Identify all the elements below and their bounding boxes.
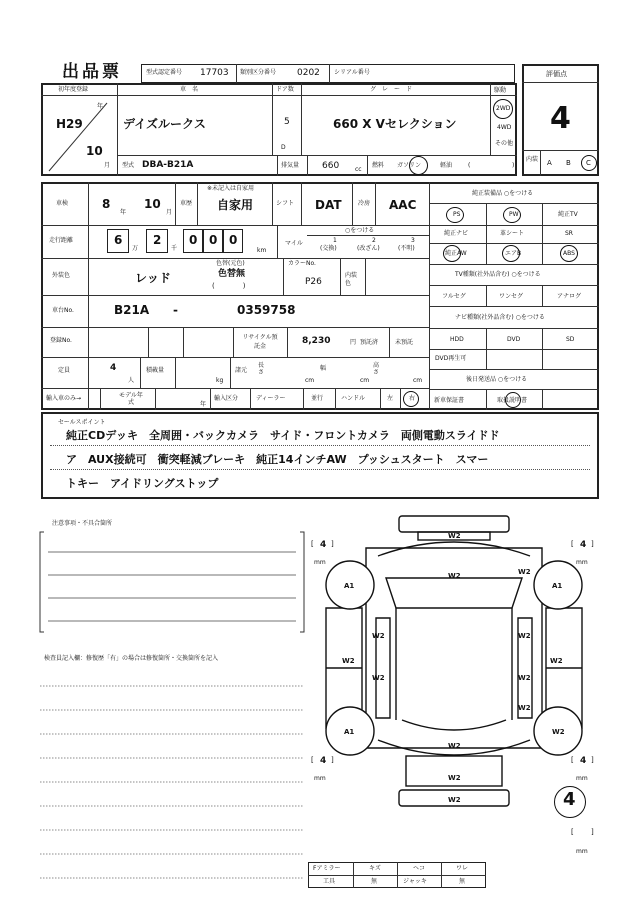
interior-color-label: 内装色 — [345, 272, 358, 287]
score-value: 4 — [550, 101, 571, 136]
equip-tv: 純正TV — [558, 211, 578, 218]
model-year-unit: 年 — [200, 401, 207, 408]
fuel-circle — [409, 156, 428, 175]
color-change-label: 色替(元色) — [216, 260, 245, 267]
mark-left-rear-door: W2 — [372, 674, 385, 682]
rr-tread: 4 — [580, 756, 587, 766]
score-circle-value: 4 — [563, 789, 576, 810]
ac-value: AAC — [389, 198, 417, 212]
model-value: DBA-B21A — [142, 160, 194, 170]
equip-abs-circle — [560, 245, 578, 262]
tv-oneseg: ワンセグ — [499, 293, 524, 300]
drive-2wd: 2WD — [496, 105, 511, 112]
color-label: 外装色 — [52, 272, 71, 279]
remarks-label: セールスポイント — [58, 419, 106, 426]
equip-aw-circle — [443, 245, 461, 262]
disp-value: 660 — [322, 161, 340, 171]
inspection-label: 車検 — [56, 200, 69, 207]
inspector-lines — [38, 670, 308, 895]
mark-back-door: W2 — [448, 774, 461, 782]
height-label: 高さ — [373, 362, 380, 376]
type-no: 17703 — [200, 68, 229, 78]
equip-ps: PS — [453, 211, 461, 218]
recycle-value: 8,230 — [302, 336, 331, 346]
lr-tread-close: ] — [331, 756, 334, 764]
interior-b: B — [566, 159, 571, 167]
mark-roof-rear: W2 — [448, 742, 461, 750]
length-label: 長さ — [258, 362, 265, 376]
table-h4: ワレ — [456, 865, 469, 872]
after-manual: 取扱説明書 — [497, 397, 528, 404]
equip-pw-circle — [503, 207, 521, 223]
import-label: 輸入車のみ→ — [46, 395, 82, 402]
rr-tread-close: ] — [591, 756, 594, 764]
car-name: デイズルークス — [123, 117, 206, 131]
fuel-label: 燃料 — [372, 162, 385, 169]
equip-airbag-circle — [502, 245, 520, 262]
rf-tread-unit: mm — [576, 559, 588, 566]
class-no: 0202 — [297, 68, 320, 78]
notes-label: 注意事項・不具合箇所 — [52, 520, 113, 527]
mileage-d3: 0 — [189, 233, 198, 247]
recycle-deposited: 預託済 — [360, 339, 379, 346]
rf-tread-open: [ — [571, 540, 574, 548]
handle-right: 右 — [409, 395, 416, 402]
doors-value: 5 — [284, 117, 290, 127]
table-v4: 無 — [459, 878, 466, 885]
inspection-month-unit: 月 — [166, 209, 173, 216]
mileage-label: 走行距離 — [49, 237, 74, 244]
mileage-opt-3: 3 — [411, 237, 415, 244]
mark-rr-wheel-panel: W2 — [552, 728, 565, 736]
table-h3: ヘコ — [413, 865, 426, 872]
color-change-value: 色替無 — [218, 269, 246, 279]
mileage-opt-2-label: (改ざん) — [357, 245, 380, 252]
diesel-paren: ( — [468, 162, 471, 169]
capacity-value: 4 — [110, 363, 117, 373]
mark-lr-wheel: A1 — [344, 728, 355, 736]
drive-other: その他 — [495, 140, 514, 147]
equip-aw: 純正AW — [445, 250, 467, 257]
lf-tread-open: [ — [311, 540, 314, 548]
capacity-unit: 人 — [128, 377, 135, 384]
width-unit: cm — [360, 377, 370, 384]
after-manual-circle — [505, 392, 521, 408]
mark-hood: W2 — [448, 572, 461, 580]
dealer-label: 輸入区分 — [214, 395, 239, 402]
lf-tread-close: ] — [331, 540, 334, 548]
inspection-year-unit: 年 — [120, 209, 127, 216]
equip-abs: ABS — [563, 250, 575, 257]
dvd-play: DVD再生可 — [435, 355, 467, 362]
mark-left-pillar: W2 — [342, 657, 355, 665]
equipment-title: 純正装備品 ○をつける — [472, 190, 534, 197]
grade-value: 660 X Vセレクション — [333, 117, 457, 131]
use-label: 車歴 — [180, 200, 193, 207]
after-title: 後日発送品 ○をつける — [466, 376, 528, 383]
table-h2: キズ — [369, 865, 381, 872]
mark-right-pillar: W2 — [550, 657, 563, 665]
mark-left-front-door: W2 — [372, 632, 385, 640]
inspection-year: 8 — [102, 197, 111, 211]
mark-lf-wheel: A1 — [344, 582, 355, 590]
width-label: 幅 — [320, 365, 327, 372]
lf-tread: 4 — [320, 540, 327, 550]
table-v3: ジャッキ — [403, 878, 427, 885]
interior-c-circle — [581, 155, 597, 171]
interior-label: 内装 — [526, 156, 539, 163]
model-year-label: モデル年式 — [119, 392, 143, 406]
type-no-label: 型式認定番号 — [146, 69, 183, 76]
serial-label: シリアル番号 — [334, 69, 370, 76]
dims-label: 諸元 — [235, 367, 248, 374]
lf-tread-unit: mm — [314, 559, 326, 566]
recycle-label: リサイクル預託金 — [242, 334, 278, 350]
navi-dvd: DVD — [507, 336, 521, 343]
car-name-label: 車 名 — [180, 86, 199, 93]
inspector-label: 検査員記入欄：修復歴「有」の場合は修復箇所・交換箇所を記入 — [44, 655, 219, 662]
mileage-opt-1-label: (交換) — [320, 245, 337, 252]
mileage-opt-1: 1 — [333, 237, 337, 244]
year-unit: 年 — [97, 103, 104, 110]
spare-tread-close: ] — [591, 828, 594, 836]
navi-hdd: HDD — [450, 336, 464, 343]
mileage-note: ○をつける — [345, 227, 375, 234]
mileage-d4: 0 — [209, 233, 218, 247]
mark-right-rear-door: W2 — [518, 674, 531, 682]
remarks-line-2: ア AUX接続可 衝突軽減ブレーキ 純正14インチAW プッシュスタート スマー — [66, 453, 489, 466]
rf-tread-close: ] — [591, 540, 594, 548]
recycle-unit: 円 — [350, 339, 357, 346]
handle-right-circle — [403, 391, 419, 407]
shift-label: シフト — [276, 200, 295, 207]
mark-right-quarter: W2 — [518, 704, 531, 712]
color-change-paren: ( ) — [212, 282, 246, 290]
tv-fullseg: フルセグ — [442, 293, 466, 300]
chassis-dash: - — [173, 303, 178, 317]
table-v2: 無 — [371, 878, 378, 885]
tv-title: TV種類(社外品含む) ○をつける — [455, 271, 541, 278]
first-reg-month: 10 — [86, 144, 103, 158]
first-reg-era: H29 — [56, 117, 83, 131]
color-code: P26 — [305, 277, 322, 287]
chassis-label: 車台No. — [52, 307, 74, 314]
spare-tread-open: [ — [571, 828, 574, 836]
drive-2wd-circle — [493, 99, 513, 119]
door-unit: D — [281, 144, 286, 151]
height-unit: cm — [413, 377, 423, 384]
equip-pw: PW — [509, 211, 519, 218]
disp-label: 排気量 — [281, 162, 300, 169]
dealer-value: ディーラー — [256, 395, 286, 402]
mark-rf-wheel: A1 — [552, 582, 563, 590]
first-reg-label: 初年度登録 — [58, 86, 89, 93]
load-label: 積載量 — [146, 367, 165, 374]
use-value: 自家用 — [217, 198, 254, 212]
remarks-line-3: トキー アイドリングストップ — [66, 477, 219, 490]
ac-label: 冷房 — [358, 200, 371, 207]
mileage-d1: 6 — [114, 233, 123, 247]
load-unit: kg — [216, 377, 224, 384]
lr-tread-open: [ — [311, 756, 314, 764]
rf-tread: 4 — [580, 540, 587, 550]
recycle-not-deposited: 未預託 — [395, 339, 414, 346]
mileage-opt-3-label: (不明) — [398, 245, 415, 252]
equip-airbag: エアB — [505, 250, 522, 257]
mileage-opt-2: 2 — [372, 237, 376, 244]
capacity-label: 定員 — [58, 367, 71, 374]
color-value: レッド — [135, 271, 171, 285]
mileage-d5: 0 — [229, 233, 238, 247]
color-code-label: カラーNo. — [288, 260, 316, 267]
table-v1: 工具 — [323, 878, 336, 885]
class-no-label: 類別区分番号 — [240, 69, 277, 76]
chassis-number: 0359758 — [237, 303, 296, 317]
diesel-paren-close: ) — [512, 162, 515, 169]
use-note: ※未記入は自家用 — [207, 185, 255, 192]
grade-label: グ レ ー ド — [370, 86, 413, 93]
interior-a: A — [547, 159, 552, 167]
handle-left: 左 — [387, 395, 394, 402]
model-label: 型式 — [122, 162, 135, 169]
disp-unit: cc — [355, 166, 362, 173]
mileage-u2: 千 — [171, 245, 178, 252]
fuel-value: ガソリン — [397, 162, 422, 169]
drive-label: 駆動 — [494, 87, 507, 94]
rr-tread-unit: mm — [576, 775, 588, 782]
mileage-d2: 2 — [153, 233, 162, 247]
navi-title: ナビ種類(社外品含む) ○をつける — [455, 314, 545, 321]
tv-analog: アナログ — [557, 293, 582, 300]
drive-4wd: 4WD — [497, 124, 512, 131]
equip-sr: SR — [565, 230, 573, 237]
rr-tread-open: [ — [571, 756, 574, 764]
spare-tread-unit: mm — [576, 848, 588, 855]
month-unit: 月 — [104, 162, 111, 169]
chassis-prefix: B21A — [114, 303, 150, 317]
mark-right-front-door: W2 — [518, 632, 531, 640]
mark-right-fender: W2 — [518, 568, 531, 576]
inspection-month: 10 — [144, 197, 161, 211]
equip-leather: 革シート — [500, 230, 525, 237]
doors-label: ドア数 — [276, 86, 294, 93]
reg-label: 登録No. — [50, 337, 72, 344]
mileage-unit: km — [257, 247, 267, 254]
lr-tread: 4 — [320, 756, 327, 766]
handle-label: ハンドル — [341, 395, 366, 402]
navi-sd: SD — [566, 336, 575, 343]
diesel-label: 軽油 — [440, 162, 453, 169]
parallel-value: 並行 — [311, 395, 324, 402]
mark-front-bumper: W2 — [448, 532, 461, 540]
length-unit: cm — [305, 377, 315, 384]
table-h1: Fアミラー — [313, 865, 341, 872]
lr-tread-unit: mm — [314, 775, 326, 782]
mile-label: マイル — [285, 240, 303, 247]
after-warranty: 新車保証書 — [434, 397, 465, 404]
equip-navi: 純正ナビ — [444, 230, 469, 237]
mileage-u1: 万 — [132, 245, 139, 252]
notes-lines — [38, 528, 308, 638]
sheet-title: 出品票 — [62, 62, 122, 82]
header-id-box — [141, 64, 515, 83]
equip-ps-circle — [446, 207, 464, 223]
shift-value: DAT — [315, 198, 342, 212]
interior-c: C — [586, 159, 591, 167]
remarks-line-1: 純正CDデッキ 全周囲・バックカメラ サイド・フロントカメラ 両側電動スライドド — [66, 429, 500, 442]
score-label: 評価点 — [546, 70, 567, 78]
mark-rear-bumper: W2 — [448, 796, 461, 804]
